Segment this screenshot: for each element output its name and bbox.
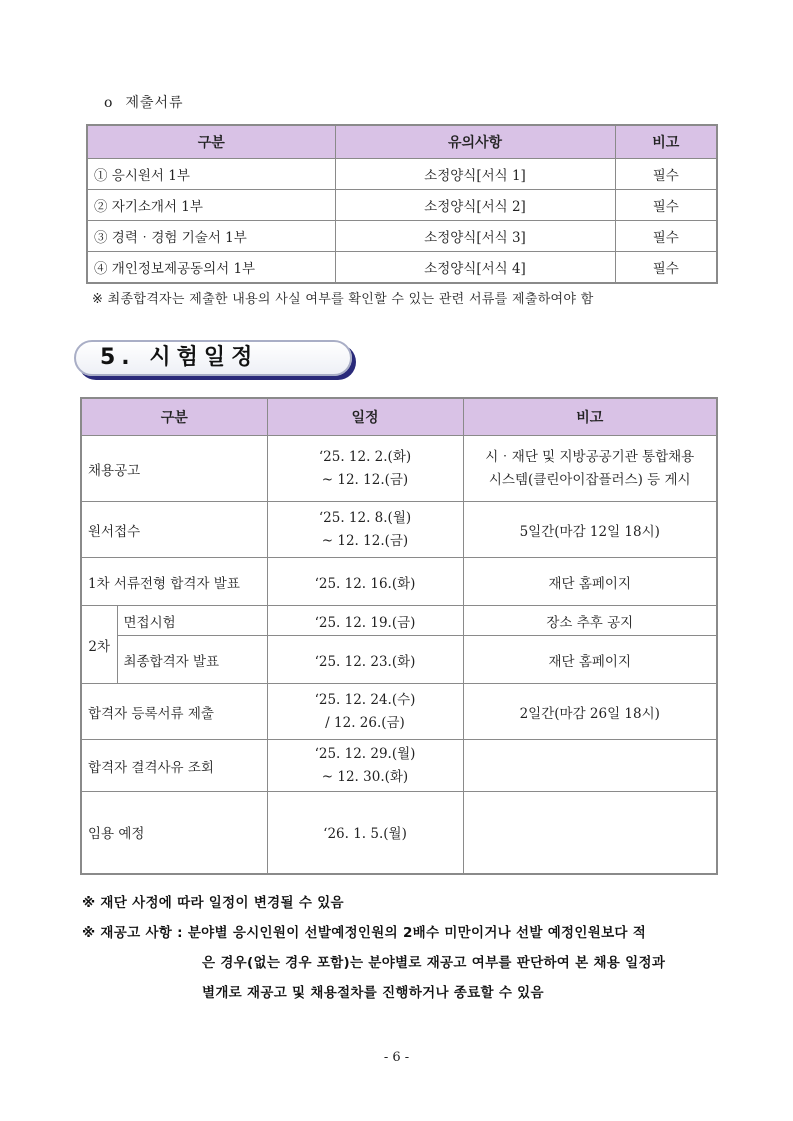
note-line: ※ 재단 사정에 따라 일정이 변경될 수 있음: [82, 895, 344, 911]
table-header-row: [87, 125, 717, 159]
schedule-group: 2차: [81, 606, 117, 684]
schedule-category: 합격자 등록서류 제출: [81, 684, 267, 740]
submission-docs-title: 제출서류: [125, 95, 184, 111]
schedule-note: 장소 추후 공지: [463, 606, 717, 636]
schedule-category: 1차 서류전형 합격자 발표: [81, 558, 267, 606]
table-row: [81, 502, 717, 558]
header-notes: 유의사항: [335, 125, 615, 159]
schedule-note: 2일간(마감 26일 18시): [463, 684, 717, 740]
table-row: [87, 159, 717, 190]
table-row: [81, 792, 717, 874]
header-remarks: 비고: [615, 125, 717, 159]
doc-required: 필수: [615, 190, 717, 221]
date-line: ~ 12. 30.(화): [321, 768, 409, 785]
schedule-note: 재단 홈페이지: [463, 636, 717, 684]
doc-name: ② 자기소개서 1부: [87, 190, 335, 221]
doc-required: 필수: [615, 252, 717, 284]
note-line: 은 경우(없는 경우 포함)는 분야별로 재공고 여부를 판단하여 본 채용 일정과: [202, 955, 666, 971]
doc-form: 소정양식[서식 3]: [335, 221, 615, 252]
schedule-category: 임용 예정: [81, 792, 267, 874]
note-line: 시‧재단 및 지방공공기관 통합채용: [485, 448, 695, 465]
schedule-note: [463, 436, 717, 502]
table-header-row: [81, 398, 717, 436]
doc-name: ① 응시원서 1부: [87, 159, 335, 190]
schedule-date: [267, 740, 463, 792]
submission-docs-heading: [104, 92, 184, 112]
submission-note: ※ 최종합격자는 제출한 내용의 사실 여부를 확인할 수 있는 관련 서류를 제출하여야 함: [92, 292, 594, 307]
date-line: / 12. 26.(금): [325, 714, 405, 731]
table-row: [81, 684, 717, 740]
doc-required: 필수: [615, 221, 717, 252]
schedule-date: ‘25. 12. 19.(금): [267, 606, 463, 636]
doc-name: ③ 경력‧경험 기술서 1부: [87, 221, 335, 252]
table-row: [81, 436, 717, 502]
schedule-note: 5일간(마감 12일 18시): [463, 502, 717, 558]
date-line: ‘25. 12. 8.(월): [318, 509, 412, 526]
table-row: [87, 221, 717, 252]
bullet-marker: o: [104, 95, 114, 111]
schedule-category: 합격자 결격사유 조회: [81, 740, 267, 792]
note-line: 별개로 재공고 및 채용절차를 진행하거나 종료할 수 있음: [202, 985, 544, 1001]
schedule-date: ‘26. 1. 5.(월): [267, 792, 463, 874]
schedule-note: 재단 홈페이지: [463, 558, 717, 606]
schedule-date: [267, 436, 463, 502]
table-row: [81, 740, 717, 792]
header-date: 일정: [267, 398, 463, 436]
date-line: ~ 12. 12.(금): [321, 532, 409, 549]
header-remarks: 비고: [463, 398, 717, 436]
date-line: ~ 12. 12.(금): [321, 471, 409, 488]
schedule-category: 면접시험: [117, 606, 267, 636]
schedule-note: [463, 792, 717, 874]
schedule-category: 원서접수: [81, 502, 267, 558]
schedule-date: ‘25. 12. 16.(화): [267, 558, 463, 606]
section-title: 5. 시험일정: [74, 340, 352, 376]
header-category: 구분: [81, 398, 267, 436]
date-line: ‘25. 12. 2.(화): [318, 448, 412, 465]
schedule-date: [267, 502, 463, 558]
schedule-date: ‘25. 12. 23.(화): [267, 636, 463, 684]
doc-form: 소정양식[서식 2]: [335, 190, 615, 221]
table-row: [81, 606, 717, 636]
submission-docs-table: [86, 124, 718, 284]
doc-form: 소정양식[서식 4]: [335, 252, 615, 284]
table-row: [81, 636, 717, 684]
page-number: - 6 -: [383, 1050, 410, 1065]
note-line: 시스템(클린아이잡플러스) 등 게시: [488, 471, 691, 488]
schedule-note: [463, 740, 717, 792]
doc-required: 필수: [615, 159, 717, 190]
doc-form: 소정양식[서식 1]: [335, 159, 615, 190]
note-line: ※ 재공고 사항 : 분야별 응시인원이 선발예정인원의 2배수 미만이거나 선발 예정인원보다 적: [82, 925, 647, 941]
date-line: ‘25. 12. 24.(수): [314, 691, 416, 708]
schedule-category: 채용공고: [81, 436, 267, 502]
schedule-table: [80, 397, 718, 875]
date-line: ‘25. 12. 29.(월): [314, 745, 416, 762]
schedule-category: 최종합격자 발표: [117, 636, 267, 684]
table-row: [87, 252, 717, 284]
table-row: [87, 190, 717, 221]
header-category: 구분: [87, 125, 335, 159]
table-row: [81, 558, 717, 606]
doc-name: ④ 개인정보제공동의서 1부: [87, 252, 335, 284]
schedule-notes: [82, 888, 665, 1008]
schedule-date: [267, 684, 463, 740]
